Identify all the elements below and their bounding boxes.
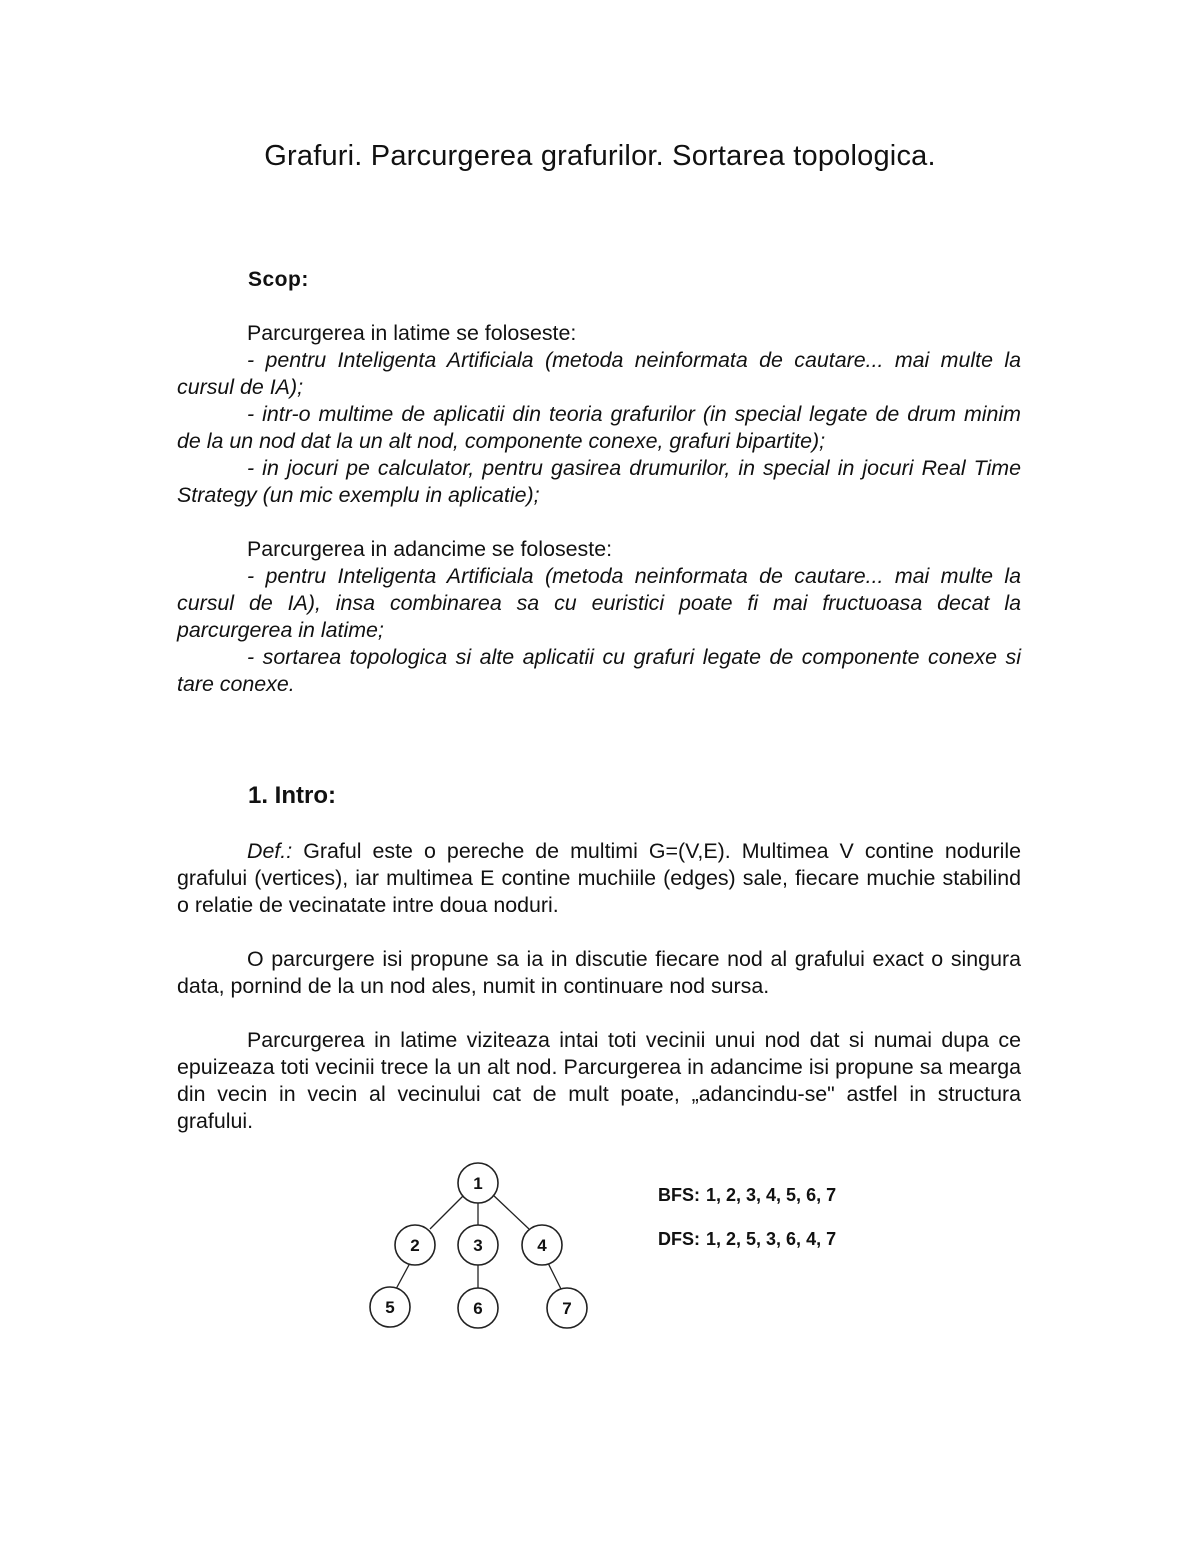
bfs-order-line — [658, 1185, 842, 1206]
node-label-3: 3 — [473, 1236, 483, 1255]
bfs-intro: Parcurgerea in latime se foloseste: — [247, 321, 577, 345]
bfs-order: 1, 2, 3, 4, 5, 6, 7 — [706, 1185, 837, 1205]
bfs-dfs-paragraph: Parcurgerea in latime viziteaza intai toti vecinii unui nod dat si numai dupa ce epuizeaza toti vecinii trece la un alt nod. Parcurgerea in adancime isi propune sa mearga din vecin in vecin al vecinului cat de mult poate, „adancindu-se" astfel in structura grafului. — [177, 1028, 1021, 1133]
node-label-4: 4 — [537, 1236, 547, 1255]
intro-section — [177, 838, 1021, 1135]
dfs-use-topological: - sortarea topologica si alte aplicatii cu grafuri legate de componente conexe si tare conexe. — [177, 645, 1021, 696]
scop-section — [177, 320, 1021, 698]
node-label-5: 5 — [385, 1298, 395, 1317]
bfs-label: BFS: — [658, 1185, 700, 1205]
definition-paragraph — [177, 838, 1021, 919]
edge-1-4 — [492, 1194, 529, 1229]
bfs-use-graph-theory: - intr-o multime de aplicatii din teoria grafurilor (in special legate de drum minim de la un nod dat la un alt nod, componente conexe, grafuri bipartite); — [177, 402, 1021, 453]
node-label-6: 6 — [473, 1299, 483, 1318]
edge-1-2 — [430, 1194, 465, 1229]
bfs-use-ai: - pentru Inteligenta Artificiala (metoda neinformata de cautare... mai multe la cursul de IA); — [177, 348, 1021, 399]
node-label-7: 7 — [562, 1299, 572, 1318]
dfs-order: 1, 2, 5, 3, 6, 4, 7 — [706, 1229, 837, 1249]
bfs-use-games: - in jocuri pe calculator, pentru gasirea drumurilor, in special in jocuri Real Time Strategy (un mic exemplu in aplicatie); — [177, 456, 1021, 507]
node-label-2: 2 — [410, 1236, 420, 1255]
node-label-1: 1 — [473, 1174, 483, 1193]
edge-2-5 — [396, 1263, 410, 1289]
section-heading-scop: Scop: — [248, 268, 309, 291]
dfs-intro: Parcurgerea in adancime se foloseste: — [247, 537, 613, 561]
traversal-paragraph: O parcurgere isi propune sa ia in discutie fiecare nod al grafului exact o singura data, pornind de la un nod ales, numit in continuare nod sursa. — [177, 947, 1021, 998]
definition-label: Def.: — [247, 839, 293, 863]
edge-4-7 — [548, 1263, 561, 1289]
definition-text: Graful este o pereche de multimi G=(V,E). Multimea V contine nodurile grafului (vertices), iar multimea E contine muchiile (edges) sale, fiecare muchie stabilind o relatie de vecinatate intre doua noduri. — [177, 839, 1021, 917]
graph-diagram — [362, 1152, 602, 1334]
page-title: Grafuri. Parcurgerea grafurilor. Sortarea topologica. — [264, 140, 936, 172]
dfs-order-line — [658, 1229, 842, 1250]
section-heading-intro: 1. Intro: — [248, 782, 336, 809]
dfs-use-ai: - pentru Inteligenta Artificiala (metoda neinformata de cautare... mai multe la cursul de IA), insa combinarea sa cu euristici poate fi mai fructuoasa decat la parcurgerea in latime; — [177, 564, 1021, 642]
dfs-label: DFS: — [658, 1229, 700, 1249]
